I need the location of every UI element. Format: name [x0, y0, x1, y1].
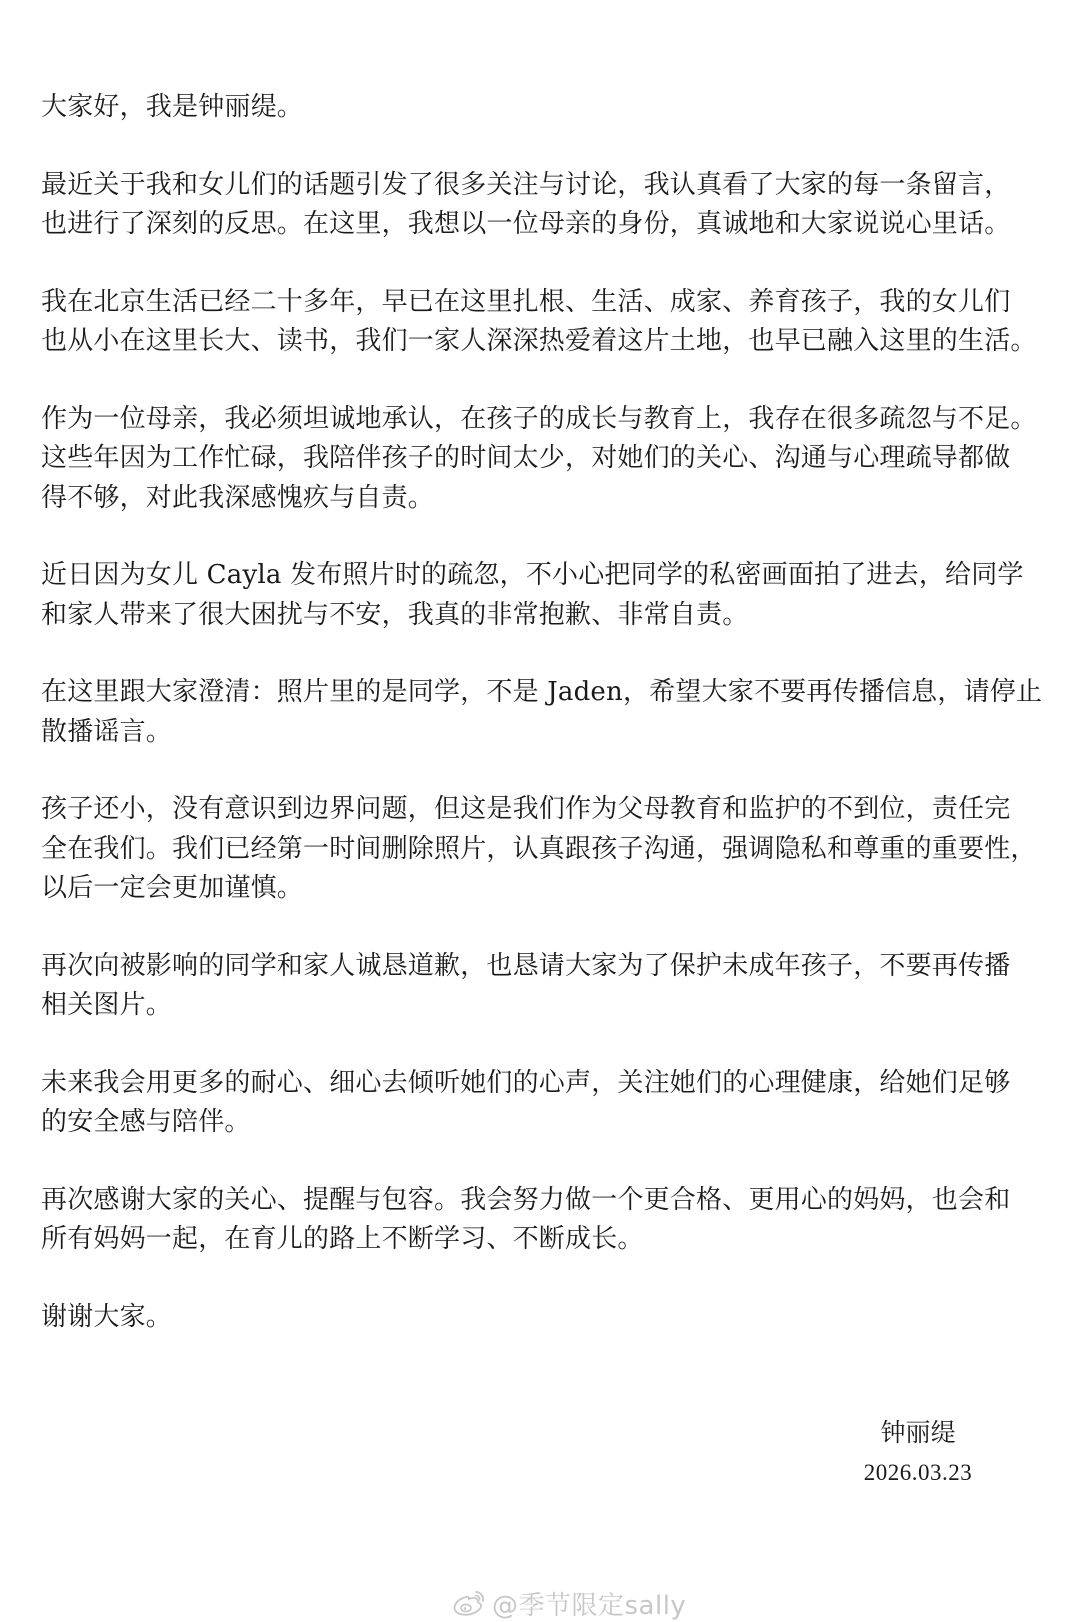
letter-paragraph	[41, 1064, 1041, 1143]
letter-paragraph	[41, 1298, 1041, 1338]
signature-block	[838, 1413, 998, 1493]
letter-body	[41, 88, 1041, 1337]
weibo-watermark	[452, 1586, 686, 1620]
paragraph-line: 散播谣言。	[41, 716, 173, 747]
paragraph-line: 未来我会用更多的耐心、细心去倾听她们的心声，关注她们的心理健康，给她们足够	[41, 1067, 1011, 1098]
paragraph-line: 近日因为女儿 Cayla 发布照片时的疏忽，不小心把同学的私密画面拍了进去，给同学	[41, 560, 1024, 590]
paragraph-line: 再次向被影响的同学和家人诚恳道歉，也恳请大家为了保护未成年孩子，不要再传播	[41, 950, 1011, 981]
letter-paragraph	[41, 790, 1041, 909]
paragraph-line: 得不够，对此我深感愧疚与自责。	[41, 482, 435, 513]
letter-paragraph	[41, 947, 1041, 1026]
letter-paragraph	[41, 400, 1041, 519]
paragraph-line: 这些年因为工作忙碌，我陪伴孩子的时间太少，对她们的关心、沟通与心理疏导都做	[41, 443, 1011, 473]
signature-name: 钟丽缇	[880, 1418, 956, 1447]
paragraph-line: 和家人带来了很大困扰与不安，我真的非常抱歉、非常自责。	[41, 599, 749, 630]
paragraph-line: 大家好，我是钟丽缇。	[41, 92, 304, 122]
signature-date: 2026.03.23	[863, 1460, 973, 1485]
paragraph-line: 我在北京生活已经二十多年，早已在这里扎根、生活、成家、养育孩子，我的女儿们	[41, 286, 1011, 317]
paragraph-line: 谢谢大家。	[41, 1301, 173, 1332]
paragraph-line: 以后一定会更加谨慎。	[41, 873, 304, 903]
letter-paragraph	[41, 556, 1041, 635]
letter-paragraph	[41, 673, 1041, 752]
letter-paragraph	[41, 166, 1041, 245]
paragraph-line: 在这里跟大家澄清：照片里的是同学，不是 Jaden，希望大家不要再传播信息，请停止	[41, 677, 1043, 707]
paragraph-line: 孩子还小，没有意识到边界问题，但这是我们作为父母教育和监护的不到位，责任完	[41, 794, 1011, 824]
paragraph-line: 相关图片。	[41, 990, 173, 1020]
paragraph-line: 全在我们。我们已经第一时间删除照片，认真跟孩子沟通，强调隐私和尊重的重要性，	[41, 833, 1037, 864]
paragraph-line: 最近关于我和女儿们的话题引发了很多关注与讨论，我认真看了大家的每一条留言，	[41, 169, 1011, 200]
weibo-logo-icon	[452, 1589, 486, 1617]
paragraph-line: 也从小在这里长大、读书，我们一家人深深热爱着这片土地，也早已融入这里的生活。	[41, 326, 1037, 356]
paragraph-line: 所有妈妈一起，在育儿的路上不断学习、不断成长。	[41, 1224, 644, 1254]
letter-paragraph	[41, 283, 1041, 362]
paragraph-line: 再次感谢大家的关心、提醒与包容。我会努力做一个更合格、更用心的妈妈，也会和	[41, 1184, 1011, 1215]
letter-paragraph	[41, 88, 1041, 128]
paragraph-line: 的安全感与陪伴。	[41, 1107, 251, 1137]
paragraph-line: 作为一位母亲，我必须坦诚地承认，在孩子的成长与教育上，我存在很多疏忽与不足。	[41, 403, 1037, 434]
watermark-text: @季节限定sally	[492, 1590, 687, 1621]
letter-paragraph	[41, 1181, 1041, 1260]
paragraph-line: 也进行了深刻的反思。在这里，我想以一位母亲的身份，真诚地和大家说说心里话。	[41, 209, 1011, 239]
